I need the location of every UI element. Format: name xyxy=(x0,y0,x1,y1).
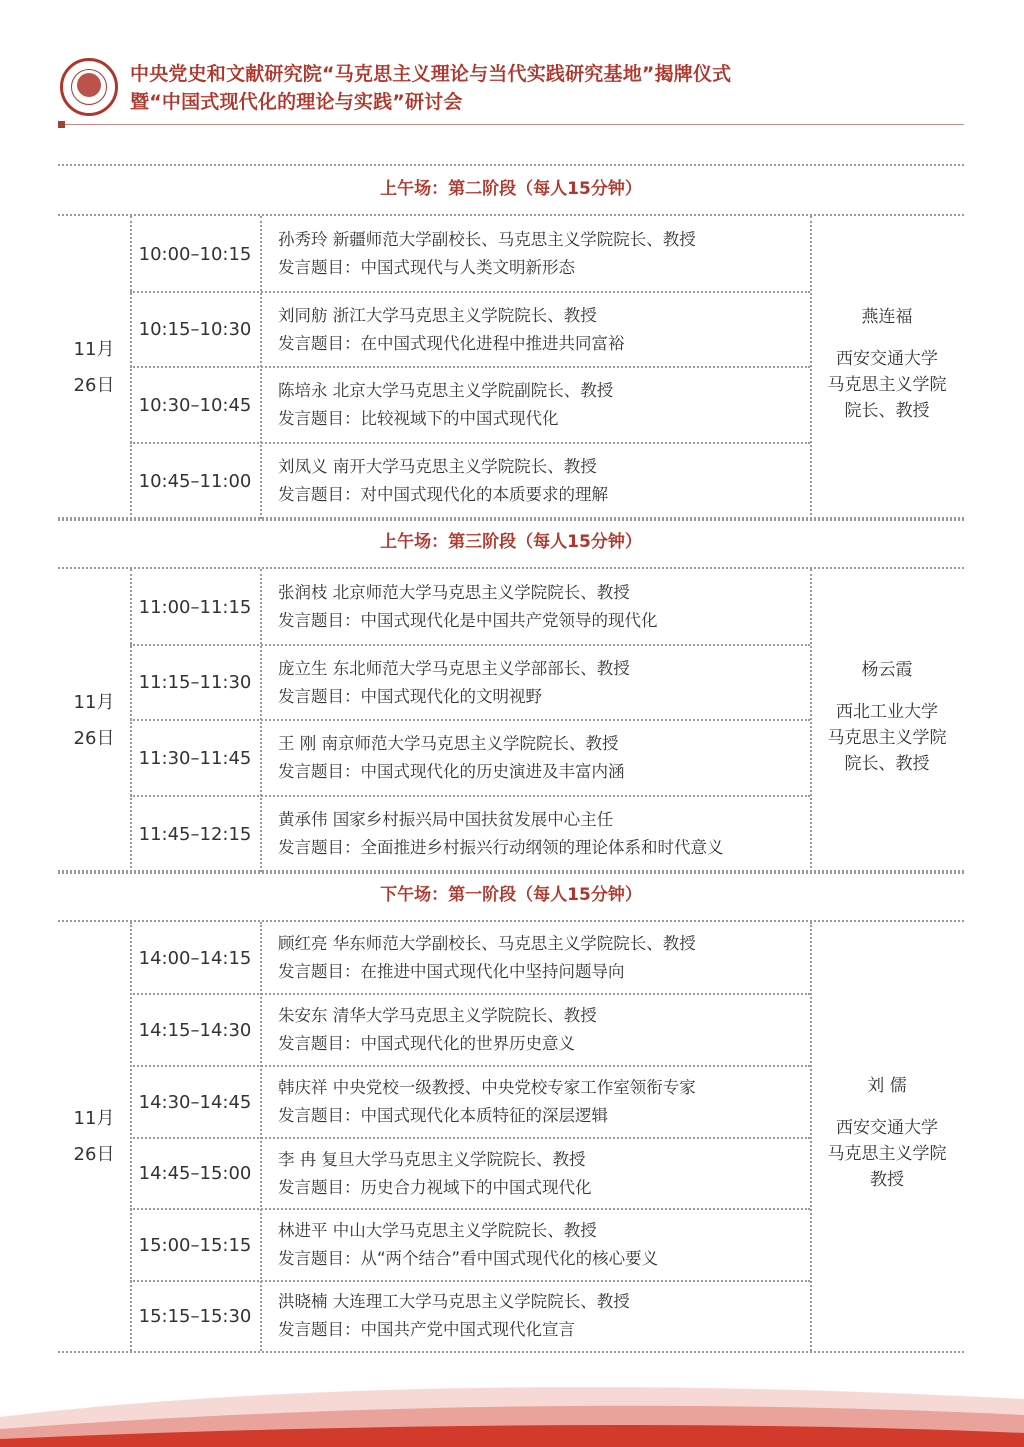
session-chair xyxy=(810,1073,964,1193)
chair-department: 马克思主义学院 xyxy=(827,374,947,395)
schedule-row xyxy=(130,720,810,796)
speaker-info: 刘同舫 浙江大学马克思主义学院院长、教授 xyxy=(278,305,597,325)
date-month: 11月 xyxy=(73,1107,115,1129)
talk-topic: 发言题目：从“两个结合”看中国式现代化的核心要义 xyxy=(278,1249,659,1268)
chair-title: 院长、教授 xyxy=(844,753,930,774)
talk-topic: 发言题目：全面推进乡村振兴行动纲领的理论体系和时代意义 xyxy=(278,838,724,857)
time-slot: 11:30–11:45 xyxy=(138,747,252,769)
chair-department: 马克思主义学院 xyxy=(827,1143,947,1164)
schedule-row xyxy=(130,367,810,443)
talk-info xyxy=(278,1281,630,1351)
date-day: 26日 xyxy=(73,1143,115,1165)
chair-department: 马克思主义学院 xyxy=(827,727,947,748)
section-block xyxy=(58,569,964,872)
header-divider-marker xyxy=(58,121,65,128)
section-block xyxy=(58,216,964,519)
time-slot: 10:45–11:00 xyxy=(138,470,252,492)
chair-name: 刘 儒 xyxy=(867,1075,907,1096)
title-line-2: 暨“中国式现代化的理论与实践”研讨会 xyxy=(130,91,463,113)
time-slot: 14:15–14:30 xyxy=(138,1019,252,1041)
speaker-info: 张润枝 北京师范大学马克思主义学院院长、教授 xyxy=(278,583,630,602)
talk-topic: 发言题目：历史合力视域下的中国式现代化 xyxy=(278,1177,592,1197)
date-day: 26日 xyxy=(73,727,115,749)
talk-info xyxy=(278,292,625,367)
talk-info xyxy=(278,569,658,645)
schedule-row xyxy=(130,994,810,1066)
talk-topic: 发言题目：中国式现代化的世界历史意义 xyxy=(278,1034,575,1053)
date-cell xyxy=(58,685,130,757)
talk-topic: 发言题目：中国式现代化是中国共产党领导的现代化 xyxy=(278,611,658,630)
time-slot: 10:30–10:45 xyxy=(138,394,252,416)
time-slot: 15:00–15:15 xyxy=(138,1234,252,1256)
section-bottom-border xyxy=(58,1351,964,1353)
speaker-info: 李 冉 复旦大学马克思主义学院院长、教授 xyxy=(278,1149,586,1169)
schedule-row xyxy=(130,292,810,367)
schedule-row xyxy=(130,796,810,872)
speaker-info: 庞立生 东北师范大学马克思主义学部部长、教授 xyxy=(278,658,630,678)
talk-topic: 发言题目：对中国式现代化的本质要求的理解 xyxy=(278,485,608,504)
speaker-info: 朱安东 清华大学马克思主义学院院长、教授 xyxy=(278,1006,597,1025)
section-title: 上午场：第二阶段（每人15分钟） xyxy=(380,179,642,199)
schedule-row xyxy=(130,1066,810,1138)
speaker-info: 陈培永 北京大学马克思主义学院副院长、教授 xyxy=(278,381,614,400)
talk-info xyxy=(278,994,597,1066)
speaker-info: 林进平 中山大学马克思主义学院院长、教授 xyxy=(278,1221,597,1240)
speaker-info: 刘凤义 南开大学马克思主义学院院长、教授 xyxy=(278,457,597,476)
date-cell xyxy=(58,332,130,404)
date-day: 26日 xyxy=(73,374,115,396)
date-month: 11月 xyxy=(73,691,115,713)
talk-info xyxy=(278,1209,658,1281)
speaker-info: 黄承伟 国家乡村振兴局中国扶贫发展中心主任 xyxy=(278,810,614,829)
date-cell xyxy=(58,1101,130,1173)
talk-info xyxy=(278,216,696,292)
speaker-info: 洪晓楠 大连理工大学马克思主义学院院长、教授 xyxy=(278,1292,630,1311)
time-slot: 14:00–14:15 xyxy=(138,947,252,969)
schedule-row xyxy=(130,569,810,645)
chair-affiliation: 西安交通大学 xyxy=(836,1117,938,1138)
talk-info xyxy=(278,1066,696,1138)
time-slot: 14:45–15:00 xyxy=(138,1163,252,1184)
chair-name: 杨云霞 xyxy=(861,659,913,680)
page-header xyxy=(0,0,1024,130)
talk-info xyxy=(278,443,608,519)
chair-affiliation: 西北工业大学 xyxy=(836,701,938,722)
talk-info xyxy=(278,645,630,720)
talk-topic: 发言题目：中国式现代化本质特征的深层逻辑 xyxy=(278,1106,608,1125)
footer-decoration xyxy=(0,1377,1024,1447)
speaker-info: 王 刚 南京师范大学马克思主义学院院长、教授 xyxy=(278,734,619,753)
university-seal-icon xyxy=(60,58,118,116)
talk-topic: 发言题目：中国式现代与人类文明新形态 xyxy=(278,258,575,277)
schedule-row xyxy=(130,922,810,994)
title-line-1: 中央党史和文献研究院“马克思主义理论与当代实践研究基地”揭牌仪式 xyxy=(130,63,732,85)
section-title: 下午场：第一阶段（每人15分钟） xyxy=(380,885,642,905)
talk-topic: 发言题目：在中国式现代化进程中推进共同富裕 xyxy=(278,333,625,353)
chair-affiliation: 西安交通大学 xyxy=(836,348,938,369)
talk-info xyxy=(278,720,625,796)
session-chair xyxy=(810,304,964,424)
speaker-info: 顾红亮 华东师范大学副校长、马克思主义学院院长、教授 xyxy=(278,934,696,953)
talk-topic: 发言题目：中国式现代化的历史演进及丰富内涵 xyxy=(278,762,625,781)
talk-topic: 发言题目：在推进中国式现代化中坚持问题导向 xyxy=(278,962,625,981)
time-slot: 10:15–10:30 xyxy=(138,319,252,340)
session-chair xyxy=(810,657,964,777)
talk-info xyxy=(278,367,613,443)
speaker-info: 韩庆祥 中央党校一级教授、中央党校专家工作室领衔专家 xyxy=(278,1078,696,1097)
time-slot: 14:30–14:45 xyxy=(138,1091,252,1113)
talk-info xyxy=(278,922,696,994)
talk-info xyxy=(278,1138,592,1209)
header-divider xyxy=(60,124,964,125)
page-title xyxy=(130,60,731,116)
time-slot: 11:00–11:15 xyxy=(138,596,252,618)
section-title: 上午场：第三阶段（每人15分钟） xyxy=(380,532,642,552)
talk-topic: 发言题目：中国式现代化的文明视野 xyxy=(278,686,542,706)
schedule-row xyxy=(130,1138,810,1209)
time-slot: 11:15–11:30 xyxy=(138,672,252,693)
chair-title: 院长、教授 xyxy=(844,400,930,421)
time-slot: 11:45–12:15 xyxy=(138,823,252,845)
time-slot: 10:00–10:15 xyxy=(138,243,252,265)
time-slot: 15:15–15:30 xyxy=(138,1305,252,1327)
schedule-row xyxy=(130,443,810,519)
section-block xyxy=(58,922,964,1351)
schedule-row xyxy=(130,645,810,720)
chair-name: 燕连福 xyxy=(861,306,913,327)
date-month: 11月 xyxy=(73,338,115,360)
talk-topic: 发言题目：中国共产党中国式现代化宣言 xyxy=(278,1320,575,1339)
talk-info xyxy=(278,796,724,872)
talk-topic: 发言题目：比较视域下的中国式现代化 xyxy=(278,409,559,428)
schedule-row xyxy=(130,1209,810,1281)
schedule-row xyxy=(130,1281,810,1351)
speaker-info: 孙秀玲 新疆师范大学副校长、马克思主义学院院长、教授 xyxy=(278,230,696,249)
schedule-row xyxy=(130,216,810,292)
chair-title: 教授 xyxy=(870,1169,904,1190)
